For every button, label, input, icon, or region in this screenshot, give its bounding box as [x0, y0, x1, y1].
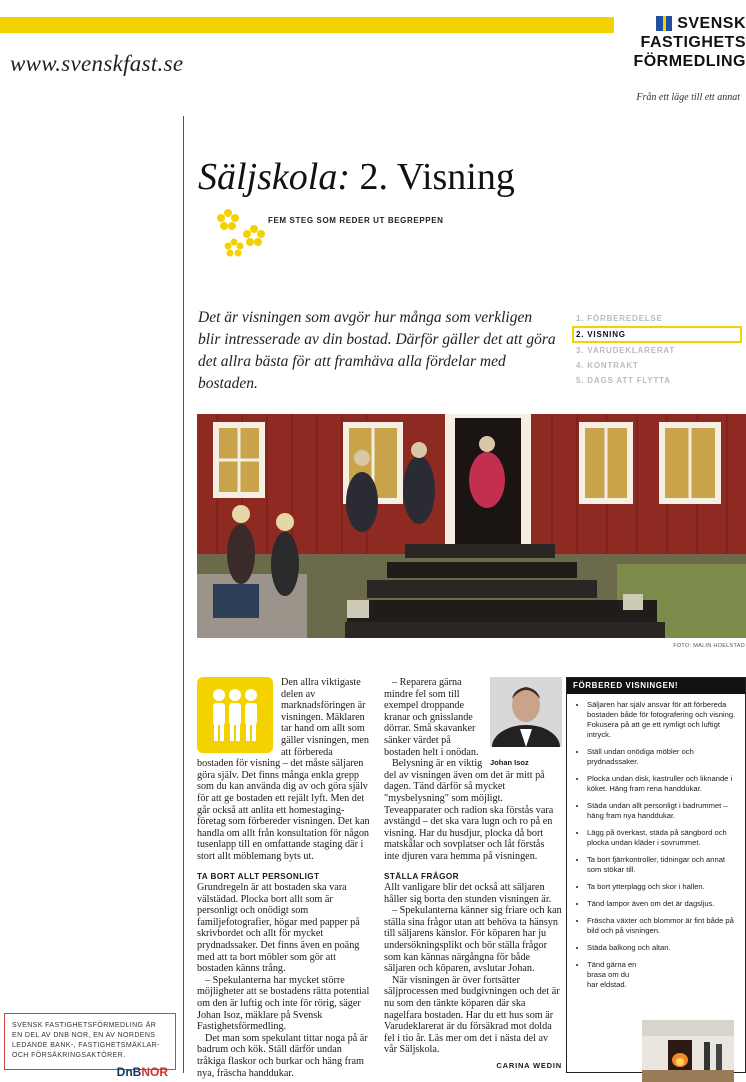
checklist-item: • Ta bort fjärrkontroller, tidningar och annat som stökar till. — [587, 855, 739, 875]
vertical-divider — [183, 116, 184, 1073]
step-3[interactable]: 3. VARUDEKLARERAT — [576, 346, 676, 355]
johan-isoz-portrait — [490, 677, 562, 768]
article-intro: Det är visningen som avgör hur många som verkligen blir intresserade av din bostad. Därför gäller det att göra det allra bästa för att framhäva alla fördelar med bostaden. — [198, 309, 556, 392]
col2-paragraph-1: – Reparera gärna mindre fel som till exempel droppande kranar och gnisslande dörrar. Små skavanker sänker värdet på bostaden helt i onödan. — [384, 677, 479, 758]
col2-paragraph-2: Belysning är en viktig del av visningen även om det är mitt på dagen. Tänd därför så mycket "mysbelysning" som möjligt. Teveapparater och radion ska förstås vara avstängd – det ska vara lugn och ro på en visning. Har du husdjur, plocka då bort matskålar och sovplatser och låt förstås inte djuren vara hemma på visningen. — [384, 758, 554, 862]
checklist-item: • Ta bort ytterplagg och skor i hallen. — [587, 882, 739, 892]
col1-paragraph-1: Den allra viktigaste delen av marknadsföringen är visningen. Mäklaren tar hand om allt som gäller visningen, men att förbereda bostaden för visning – det måste säljaren göra själv. Det finns många enkla grepp som du kan använda dig av och göra själv för att ge bostaden ett rejält lyft. Men det går också att anlita ett homestaging-företag som förbereder visningen. Det kan handla om allt från konsultation för någon tusenlapp till en omfattande staging där i stort allt möblemang byts ut. — [197, 677, 370, 862]
col1-paragraph-4: Det man som spekulant tittar noga på är badrum och kök. Ställ därför undan tråkiga flaskor och burkar och häng fram nya, fräscha handdukar. — [197, 1032, 368, 1079]
website-url[interactable]: www.svenskfast.se — [10, 51, 184, 76]
top-yellow-bar — [0, 17, 614, 33]
swedish-flag-icon — [656, 16, 672, 31]
checklist-item: • Ställ undan onödiga möbler och prydnadssaker. — [587, 747, 739, 767]
checklist-title: FÖRBERED VISNINGEN! — [567, 678, 745, 694]
heading-stalla-fragor: STÄLLA FRÅGOR — [384, 871, 459, 881]
step-list — [572, 311, 742, 388]
portrait-caption: Johan Isoz — [490, 757, 529, 767]
byline: CARINA WEDIN — [496, 1061, 562, 1070]
house-viewing-photo — [197, 414, 746, 638]
checklist-item: • Tänd lampor även om det är dagsljus. — [587, 899, 739, 909]
step-4[interactable]: 4. KONTRAKT — [576, 361, 639, 370]
checklist-box — [566, 677, 746, 1073]
tagline: Från ett läge till ett annat — [636, 92, 740, 103]
dnb-nor-text: SVENSK FASTIGHETSFÖRMEDLING ÄR EN DEL AV DNB NOR, EN AV NORDENS LEDANDE BANK-, FASTIGHETSMÄKLAR- OCH FÖRSÄKRINGSAKTÖRER. — [12, 1022, 160, 1059]
checklist-item: • Tänd gärna en brasa om du har eldstad. — [587, 960, 641, 990]
step-1[interactable]: 1. FÖRBEREDELSE — [576, 314, 663, 323]
photo-credit: FOTO: MALIN HOELSTAD — [673, 643, 745, 649]
people-icon — [197, 677, 273, 753]
col2-paragraph-3: Allt vanligare blir det också att säljaren håller sig borta den stunden visningen är. — [384, 882, 552, 905]
checklist-item: • Städa balkong och altan. — [587, 943, 739, 953]
logo-line-2: FASTIGHETS — [640, 34, 746, 51]
logo-line-1: SVENSK — [677, 15, 746, 32]
article-column-2 — [384, 677, 562, 1072]
checklist — [567, 700, 745, 990]
flower-icon — [214, 206, 268, 262]
checklist-item: • Städa undan allt personligt i badrummet – häng fram nya handdukar. — [587, 801, 739, 821]
checklist-item: • Lägg på överkast, städa på sängbord och plocka undan kläder i sovrummet. — [587, 828, 739, 848]
col2-paragraph-4: – Spekulanterna känner sig friare och kan ställa sina frågor utan att behöva ta hänsyn till säljarens känslor. För köparen har ju undersökningsplikt och bör ställa frågor som kan kännas närgångna för både säljaren och köparen, avslutar Johan. — [384, 905, 562, 975]
article-subtitle: FEM STEG SOM REDER UT BEGREPPEN — [268, 216, 444, 225]
col2-paragraph-5: När visningen är över fortsätter säljprocessen med budgivningen och det är nu som den tänkte köparen där ska nagelfara bostaden. Har du ett hus som är Varudeklarerat är du försäkrad mot dolda fel i tio år. Läs mer om det i nästa del av vår Säljskola. — [384, 974, 560, 1056]
checklist-item: • Plocka undan disk, kastruller och liknande i köket. Häng fram rena handdukar. — [587, 774, 739, 794]
svensk-fastighetsformedling-logo[interactable] — [628, 14, 746, 71]
checklist-item: • Fräscha växter och blommor är fint både på bild och på visningen. — [587, 916, 739, 936]
checklist-item: • Säljaren har själv ansvar för att förbereda bostaden både för fotografering och visning. Fokusera på att ge ett rymligt och luftigt intryck. — [587, 700, 739, 740]
heading-ta-bort: TA BORT ALLT PERSONLIGT — [197, 871, 320, 881]
portrait-image — [490, 677, 562, 747]
dnb-nor-box — [4, 1013, 176, 1079]
logo-line-3: FÖRMEDLING — [633, 53, 746, 70]
article-column-1 — [197, 677, 371, 1079]
step-2-active[interactable]: 2. VISNING — [572, 326, 742, 343]
dnb-nor-logo[interactable]: DnBNOR — [116, 1065, 168, 1079]
article-title: Säljskola: 2. Visning — [198, 156, 515, 198]
col1-paragraph-3: – Spekulanterna har mycket större möjligheter att se bostadens rätta potential om den är luftig och inte för rörig, säger Johan Isoz, mäklare på Svensk Fastighetsförmedling. — [197, 974, 370, 1033]
step-5[interactable]: 5. DAGS ATT FLYTTA — [576, 376, 671, 385]
col1-paragraph-2: Grundregeln är att bostaden ska vara välstädad. Plocka bort allt som är personligt och onödigt som familjefotografier, högar med papper på skrivbordet och allt för mycket prydnadssaker. Det finns även en poäng med att ta bort möbler som gör att bostaden känns trång. — [197, 882, 360, 975]
